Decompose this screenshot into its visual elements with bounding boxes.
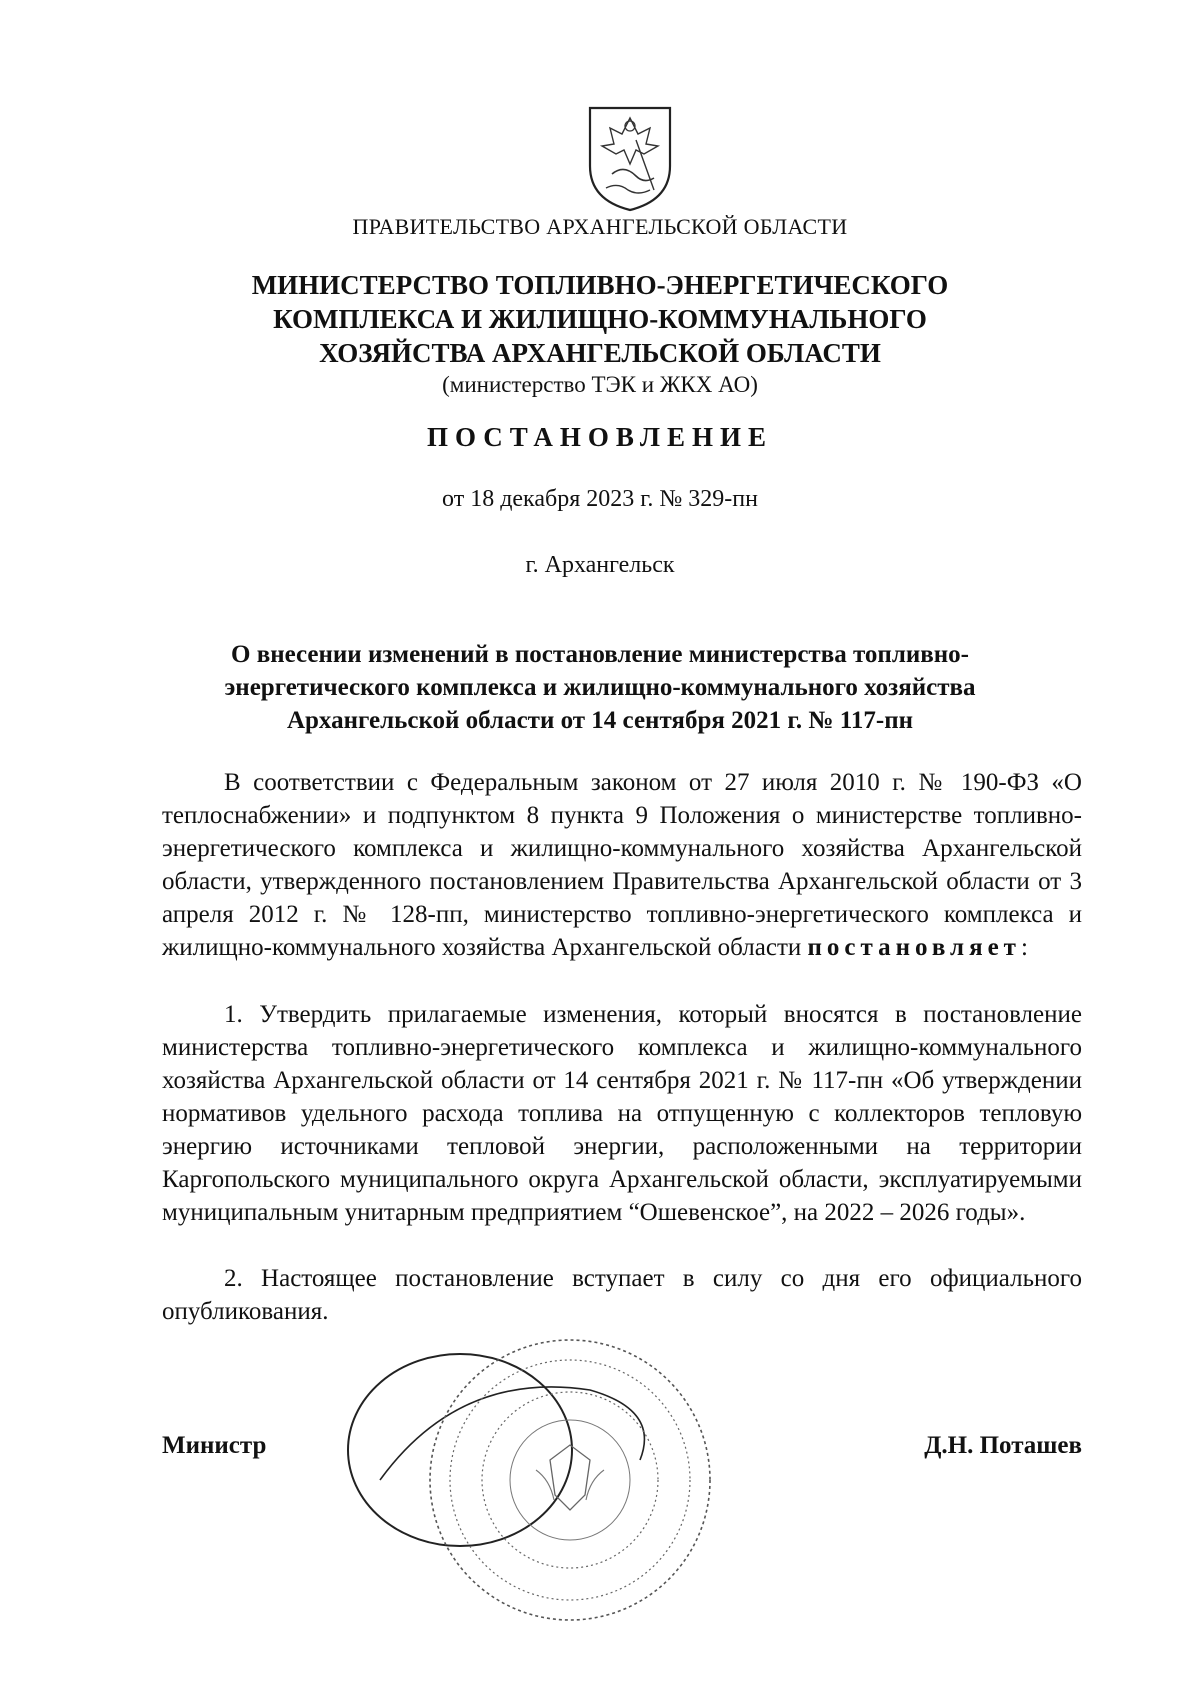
subject-line-2: энергетического комплекса и жилищно-коммунального хозяйства [224,674,976,701]
clause-2-paragraph: 2. Настоящее постановление вступает в силу со дня его официального опубликования. [162,1265,1082,1325]
clause-1-paragraph: 1. Утвердить прилагаемые изменения, который вносятся в постановление министерства топливно-энергетического комплекса и жилищно-коммунального хозяйства Архангельской области от 14 сентября 2021 г. № 117-пн «Об утверждении нормативов удельного расхода топлива на отпущенную с коллекторов тепловую энергию источниками тепловой энергии, расположенными на территории Каргопольского муниципального округа Архангельской области, эксплуатируемыми муниципальным унитарным предприятием “Ошевенское”, на 2022 – 2026 годы». [162,1001,1082,1226]
round-seal-stamp-icon [340,1330,720,1670]
ministry-name [0,268,1200,370]
signatory-position: Министр [162,1432,267,1459]
subject-line-3: Архангельской области от 14 сентября 2021 г. № 117-пн [286,707,914,734]
government-name: ПРАВИТЕЛЬСТВО АРХАНГЕЛЬСКОЙ ОБЛАСТИ [352,214,848,239]
handwritten-signature-icon [348,1354,572,1546]
ministry-name-line-3: ХОЗЯЙСТВА АРХАНГЕЛЬСКОЙ ОБЛАСТИ [319,338,881,368]
decree-verb: постановляет [807,934,1021,961]
ministry-name-line-1: МИНИСТЕРСТВО ТОПЛИВНО-ЭНЕРГЕТИЧЕСКОГО [251,270,949,300]
document-subject [0,638,1200,737]
document-date-number: от 18 декабря 2023 г. № 329-пн [442,486,758,512]
preamble-colon: : [1020,934,1028,961]
ministry-short-name: (министерство ТЭК и ЖКХ АО) [442,372,758,397]
document-type: ПОСТАНОВЛЕНИЕ [426,422,774,452]
ministry-name-line-2: КОМПЛЕКСА И ЖИЛИЩНО-КОММУНАЛЬНОГО [273,304,927,334]
signatory-name: Д.Н. Поташев [924,1432,1082,1459]
preamble-paragraph [162,766,1082,964]
subject-line-1: О внесении изменений в постановление министерства топливно- [231,641,969,668]
preamble-text: В соответствии с Федеральным законом от 27 июля 2010 г. № 190-ФЗ «О теплоснабжении» и подпунктом 8 пункта 9 Положения о министерстве топливно-энергетического комплекса и жилищно-коммунального хозяйства Архангельской области, утвержденного постановлением Правительства Архангельской области от 3 апреля 2012 г. № 128-пп, министерство топливно-энергетического комплекса и жилищно-коммунального хозяйства Архангельской области [162,769,1082,961]
document-city: г. Архангельск [525,552,675,578]
archangel-coat-of-arms-icon [584,104,676,214]
